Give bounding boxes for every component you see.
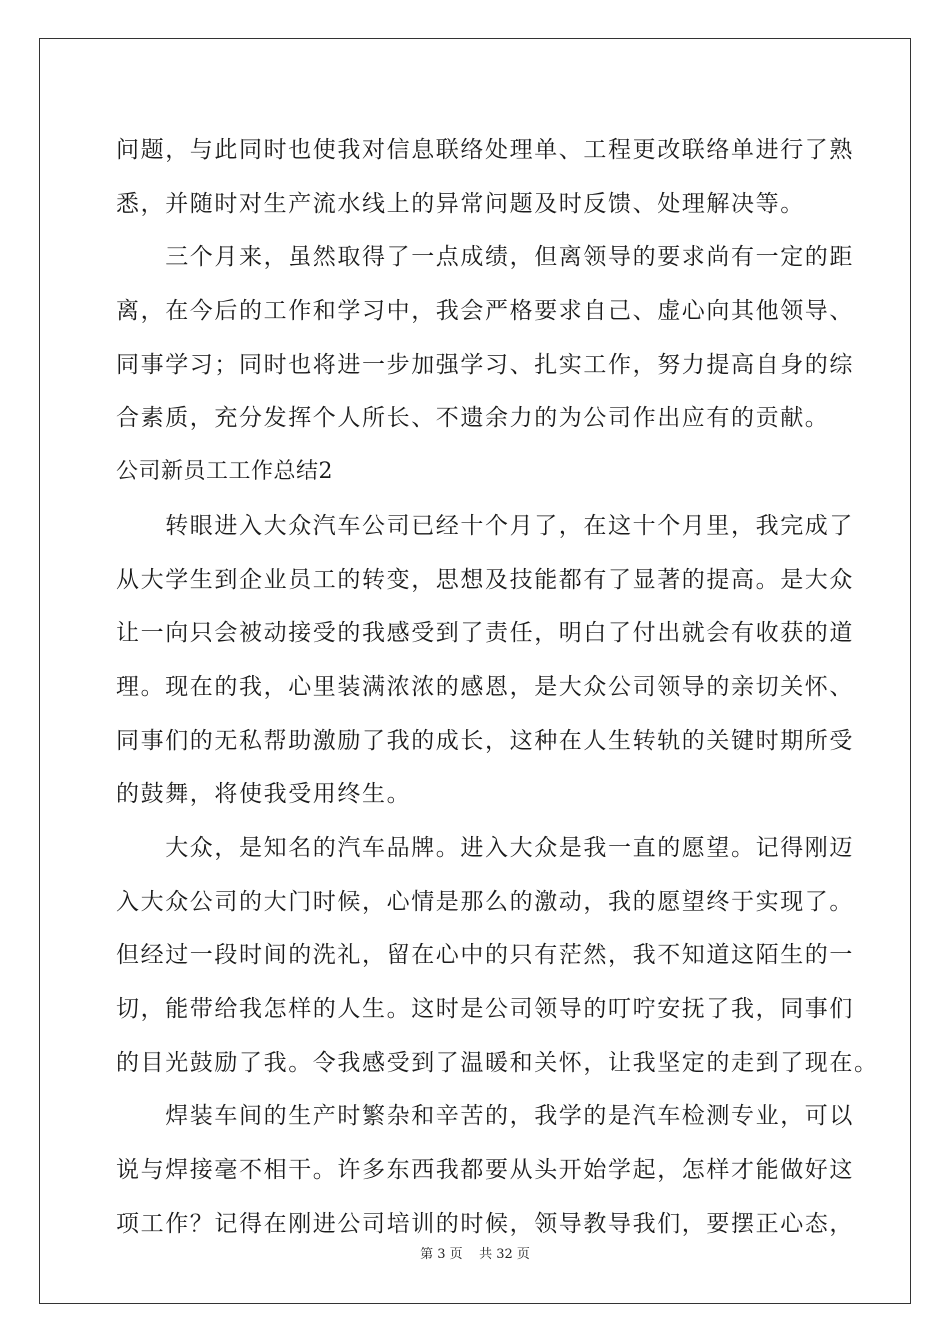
text-line: 让一向只会被动接受的我感受到了责任，明白了付出就会有收获的道 — [116, 620, 854, 647]
text-line: 离，在今后的工作和学习中，我会严格要求自己、虚心向其他领导、 — [116, 298, 854, 325]
text-line: 但经过一段时间的洗礼，留在心中的只有茫然，我不知道这陌生的一 — [116, 942, 854, 969]
text-line: 的鼓舞，将使我受用终生。 — [116, 781, 412, 808]
document-body — [116, 128, 879, 1255]
text-line: 入大众公司的大门时候，心情是那么的激动，我的愿望终于实现了。 — [116, 888, 854, 915]
section-heading: 公司新员工工作总结2 — [116, 459, 333, 485]
text-line: 同事学习；同时也将进一步加强学习、扎实工作，努力提高自身的综 — [116, 351, 854, 378]
text-line: 大众，是知名的汽车品牌。进入大众是我一直的愿望。记得刚迈 — [116, 834, 854, 861]
text-line: 项工作？记得在刚进公司培训的时候，领导教导我们，要摆正心态， — [116, 1210, 854, 1237]
text-line: 从大学生到企业员工的转变，思想及技能都有了显著的提高。是大众 — [116, 566, 854, 593]
text-line: 焊装车间的生产时繁杂和辛苦的，我学的是汽车检测专业，可以 — [116, 1103, 854, 1130]
text-line: 悉，并随时对生产流水线上的异常问题及时反馈、处理解决等。 — [116, 190, 805, 217]
text-line: 理。现在的我，心里装满浓浓的感恩，是大众公司领导的亲切关怀、 — [116, 673, 854, 700]
text-line: 切，能带给我怎样的人生。这时是公司领导的叮咛安抚了我，同事们 — [116, 996, 854, 1022]
text-line: 说与焊接毫不相干。许多东西我都要从头开始学起，怎样才能做好这 — [116, 1157, 854, 1184]
text-line: 同事们的无私帮助激励了我的成长，这种在人生转轨的关键时期所受 — [116, 727, 854, 754]
text-line: 的目光鼓励了我。令我感受到了温暖和关怀，让我坚定的走到了现在。 — [116, 1049, 879, 1076]
text-line: 转眼进入大众汽车公司已经十个月了，在这十个月里，我完成了 — [116, 512, 854, 539]
text-line: 三个月来，虽然取得了一点成绩，但离领导的要求尚有一定的距 — [116, 244, 854, 271]
page-number-footer: 第 3 页 共 32 页 — [420, 1247, 530, 1262]
text-line: 问题，与此同时也使我对信息联络处理单、工程更改联络单进行了熟 — [116, 137, 854, 163]
text-line: 合素质，充分发挥个人所长、不遗余力的为公司作出应有的贡献。 — [116, 405, 830, 432]
